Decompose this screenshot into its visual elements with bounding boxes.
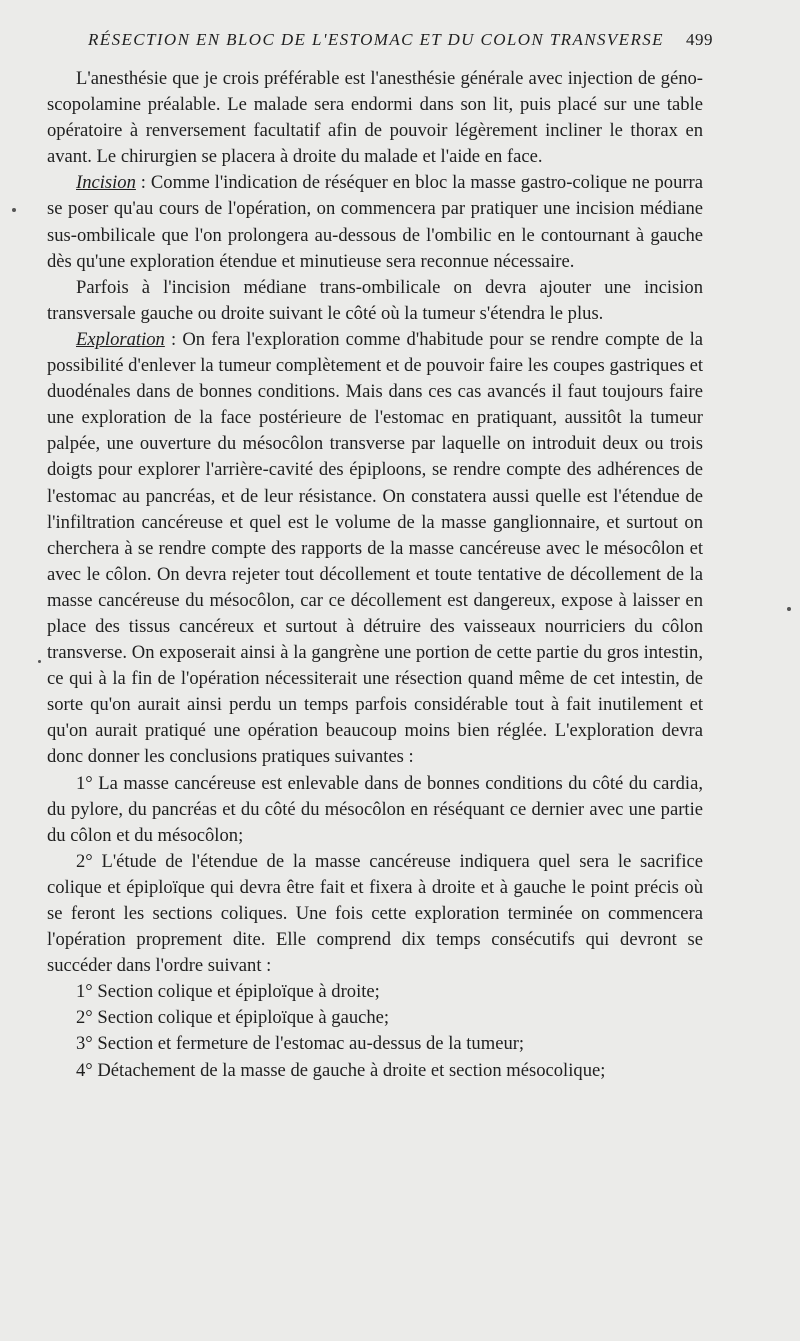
- list-item: 2° Section colique et épiploïque à gauche;: [76, 1007, 390, 1029]
- section-heading-exploration: Exploration: [76, 328, 165, 350]
- paragraph: [47, 327, 703, 771]
- section-heading-incision: Incision: [76, 172, 136, 194]
- paragraph-text: : Comme l'indication de réséquer en bloc la masse gastro-colique ne pourra se poser qu'au cours de l'opération, on commencera par pratiquer une incision médiane sus-ombilicale que l'on prolongera au-dessous de l'ombilic en le contournant à gauche dès qu'une exploration étendue et minutieuse sera reconnue nécessaire.: [47, 172, 703, 272]
- paragraph-text: : On fera l'exploration comme d'habitude pour se rendre compte de la possibilité d'enlever la tumeur complètement et de pouvoir faire les coupes gastriques et duodénales dans de bonnes conditions. Mais dans ces cas avancés il faut toujours faire une exploration de la face postérieure de l'estomac en pratiquant, aussitôt la tumeur palpée, une ouverture du mésocôlon transverse par laquelle on introduit deux ou trois doigts pour explorer l'arrière-cavité des épiploons, se rendre compte des adhérences de l'estomac au pancréas, et de leur résistance. On constatera aussi quelle est l'étendue de l'infiltration cancéreuse et quel est le volume de la masse ganglionnaire, et surtout on cherchera à se rendre compte des rapports de la masse cancéreuse avec le mésocôlon et avec le côlon. On devra rejeter tout décollement et toute tentative de décollement de la masse cancéreuse du mésocôlon, car ce décollement est dangereux, expose à laisser en place des tissus cancéreux et surtout à détruire des vaisseaux nourriciers du côlon transverse. On exposerait ainsi à la gangrène une portion de cette partie du gros intestin, ce qui à la fin de l'opération nécessiterait une résection quand même de cet intestin, de sorte qu'on aurait ainsi perdu un temps parfois considérable tout à fait inutilement et qu'on aurait pratiqué une opération beaucoup moins bien réglée. L'exploration devra donc donner les conclusions pratiques suivantes :: [47, 328, 703, 768]
- list-item: 3° Section et fermeture de l'estomac au-dessus de la tumeur;: [76, 1033, 525, 1055]
- paper-speck: [38, 660, 41, 663]
- list-item: 2° L'étude de l'étendue de la masse cancéreuse indiquera quel sera le sacrifice colique et épiploïque qui devra être fait et fixera à droite et à gauche le point précis où se feront les sections coliques. Une fois cette exploration terminée on commencera l'opération proprement dite. Elle comprend dix temps consécutifs qui devront se succéder dans l'ordre suivant :: [47, 850, 703, 977]
- body-text: [47, 66, 703, 1084]
- paper-speck: [12, 208, 16, 212]
- list-item: 1° La masse cancéreuse est enlevable dans de bonnes conditions du côté du cardia, du pylore, du pancréas et du côté du mésocôlon en réséquant ce dernier avec une partie du côlon et du mésocôlon;: [47, 772, 703, 846]
- paragraph: L'anesthésie que je crois préférable est l'anesthésie générale avec injection de géno-scopolamine préalable. Le malade sera endormi dans son lit, puis placé sur une table opératoire à renversement facultatif afin de pouvoir légèrement incliner le thorax en avant. Le chirurgien se placera à droite du malade et l'aide en face.: [47, 68, 703, 168]
- paper-speck: [787, 607, 791, 611]
- list-item: 4° Détachement de la masse de gauche à droite et section mésocolique;: [76, 1059, 606, 1081]
- paragraph: [47, 170, 703, 274]
- page-number: 499: [686, 30, 713, 49]
- running-header: [88, 24, 713, 56]
- running-title: RÉSECTION EN BLOC DE L'ESTOMAC ET DU COLON TRANSVERSE: [88, 30, 664, 49]
- list-item: 1° Section colique et épiploïque à droite;: [76, 981, 380, 1003]
- paragraph: Parfois à l'incision médiane trans-ombilicale on devra ajouter une incision transversale gauche ou droite suivant le côté où la tumeur s'étendra le plus.: [47, 276, 703, 324]
